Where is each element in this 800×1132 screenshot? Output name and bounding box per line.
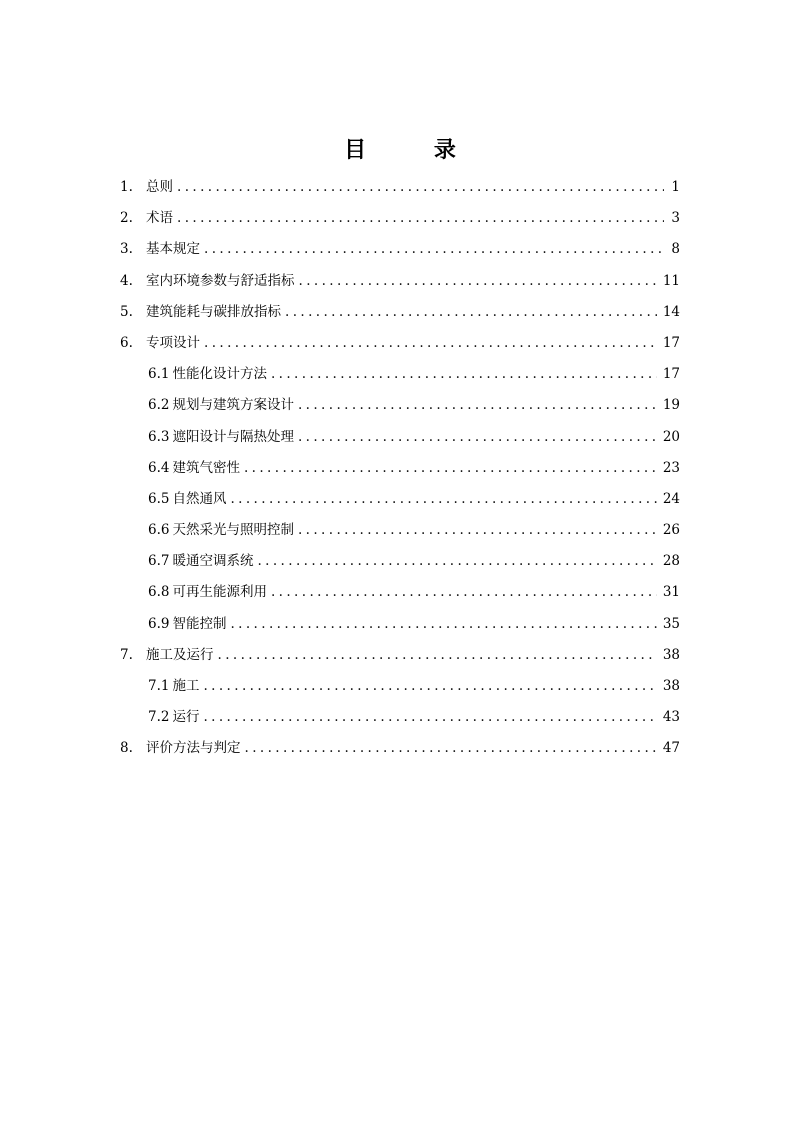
toc-entry-number: 5.: [120, 303, 133, 320]
dot-leader: [177, 205, 664, 231]
dot-leader: [177, 174, 664, 200]
toc-entry-label: 智能控制: [172, 615, 227, 632]
toc-entry[interactable]: [120, 579, 680, 610]
toc-entry-page-number: 47: [662, 740, 680, 757]
toc-entry[interactable]: [120, 611, 680, 642]
toc-entry[interactable]: [120, 735, 680, 766]
toc-entry-page-number: 17: [662, 334, 680, 351]
toc-entry-page-number: 26: [662, 522, 680, 539]
toc-entry-number: 8.: [120, 740, 133, 757]
toc-entry[interactable]: [120, 704, 680, 735]
toc-entry[interactable]: [120, 330, 680, 361]
dot-leader: [298, 517, 657, 543]
toc-entry[interactable]: [120, 517, 680, 548]
toc-entry-number: 6.2: [148, 397, 170, 414]
toc-entry-number: 6.8: [148, 584, 170, 601]
toc-entry[interactable]: [120, 392, 680, 423]
toc-entry-number: 6.1: [148, 366, 170, 383]
toc-entry[interactable]: [120, 268, 680, 299]
dot-leader: [203, 673, 656, 699]
toc-entry-page-number: 38: [662, 646, 680, 663]
toc-entry-number: 3.: [120, 241, 133, 258]
toc-entry-number: 7.: [120, 646, 133, 663]
toc-entry-label: 室内环境参数与舒适指标: [146, 272, 295, 289]
dot-leader: [203, 704, 656, 730]
toc-entry[interactable]: [120, 299, 680, 330]
toc-entry-label: 运行: [172, 709, 200, 726]
toc-entry[interactable]: [120, 673, 680, 704]
table-of-contents: [120, 174, 680, 767]
toc-entry-page-number: 3: [671, 210, 680, 227]
dot-leader: [299, 268, 657, 294]
toc-entry[interactable]: [120, 361, 680, 392]
toc-entry-label: 可再生能源利用: [172, 584, 267, 601]
dot-leader: [271, 579, 657, 605]
toc-entry-label: 施工: [172, 678, 200, 694]
toc-entry-label: 天然采光与照明控制: [172, 522, 294, 539]
toc-entry-page-number: 19: [662, 397, 680, 414]
toc-entry-label: 建筑气密性: [172, 459, 240, 476]
dot-leader: [204, 236, 664, 262]
toc-entry[interactable]: [120, 236, 680, 267]
dot-leader: [298, 424, 657, 450]
toc-entry[interactable]: [120, 174, 680, 205]
toc-entry-label: 暖通空调系统: [172, 553, 254, 570]
toc-entry-number: 6.9: [148, 615, 170, 632]
toc-entry-number: 6.4: [148, 459, 170, 476]
toc-entry-number: 7.2: [148, 709, 170, 726]
dot-leader: [257, 548, 656, 574]
toc-entry-label: 规划与建筑方案设计: [172, 397, 294, 414]
toc-entry[interactable]: [120, 424, 680, 455]
dot-leader: [218, 642, 657, 668]
toc-entry-label: 评价方法与判定: [146, 740, 241, 757]
toc-entry[interactable]: [120, 486, 680, 517]
dot-leader: [271, 361, 657, 387]
toc-entry-number: 6.3: [148, 428, 170, 445]
toc-entry[interactable]: [120, 455, 680, 486]
toc-entry-page-number: 1: [671, 179, 680, 195]
toc-entry-page-number: 23: [662, 459, 680, 476]
toc-entry-page-number: 31: [662, 584, 680, 601]
toc-entry-label: 遮阳设计与隔热处理: [172, 428, 294, 445]
dot-leader: [230, 611, 656, 637]
toc-entry[interactable]: [120, 205, 680, 236]
toc-entry-page-number: 20: [662, 428, 680, 445]
toc-entry-label: 基本规定: [146, 241, 200, 258]
toc-entry-label: 建筑能耗与碳排放指标: [146, 303, 281, 320]
dot-leader: [244, 455, 657, 481]
toc-entry-page-number: 8: [671, 241, 680, 258]
dot-leader: [285, 299, 657, 325]
toc-entry-page-number: 17: [662, 366, 680, 383]
toc-entry-number: 1.: [120, 179, 133, 195]
dot-leader: [245, 735, 657, 761]
dot-leader: [298, 392, 657, 418]
toc-entry-number: 6.5: [148, 490, 170, 507]
toc-entry-page-number: 43: [662, 709, 680, 726]
toc-entry-label: 总则: [146, 179, 173, 195]
toc-entry-number: 6.6: [148, 522, 170, 539]
toc-entry-page-number: 24: [662, 490, 680, 507]
dot-leader: [204, 330, 657, 356]
toc-entry-page-number: 38: [662, 678, 680, 694]
toc-entry-label: 性能化设计方法: [172, 366, 267, 383]
toc-entry-page-number: 11: [662, 272, 680, 289]
toc-entry-page-number: 28: [662, 553, 680, 570]
toc-entry-number: 4.: [120, 272, 133, 289]
toc-entry[interactable]: [120, 642, 680, 673]
toc-entry-label: 专项设计: [146, 334, 200, 351]
page-title: 目 录: [344, 137, 486, 163]
dot-leader: [230, 486, 656, 512]
toc-entry-label: 自然通风: [172, 490, 227, 507]
toc-entry-label: 施工及运行: [146, 646, 214, 663]
toc-entry-number: 7.1: [148, 678, 170, 694]
toc-entry-number: 6.: [120, 334, 133, 351]
toc-entry-number: 6.7: [148, 553, 170, 570]
toc-entry-label: 术语: [146, 210, 173, 227]
toc-entry-page-number: 35: [662, 615, 680, 632]
toc-entry[interactable]: [120, 548, 680, 579]
toc-entry-number: 2.: [120, 210, 133, 227]
toc-entry-page-number: 14: [662, 303, 680, 320]
